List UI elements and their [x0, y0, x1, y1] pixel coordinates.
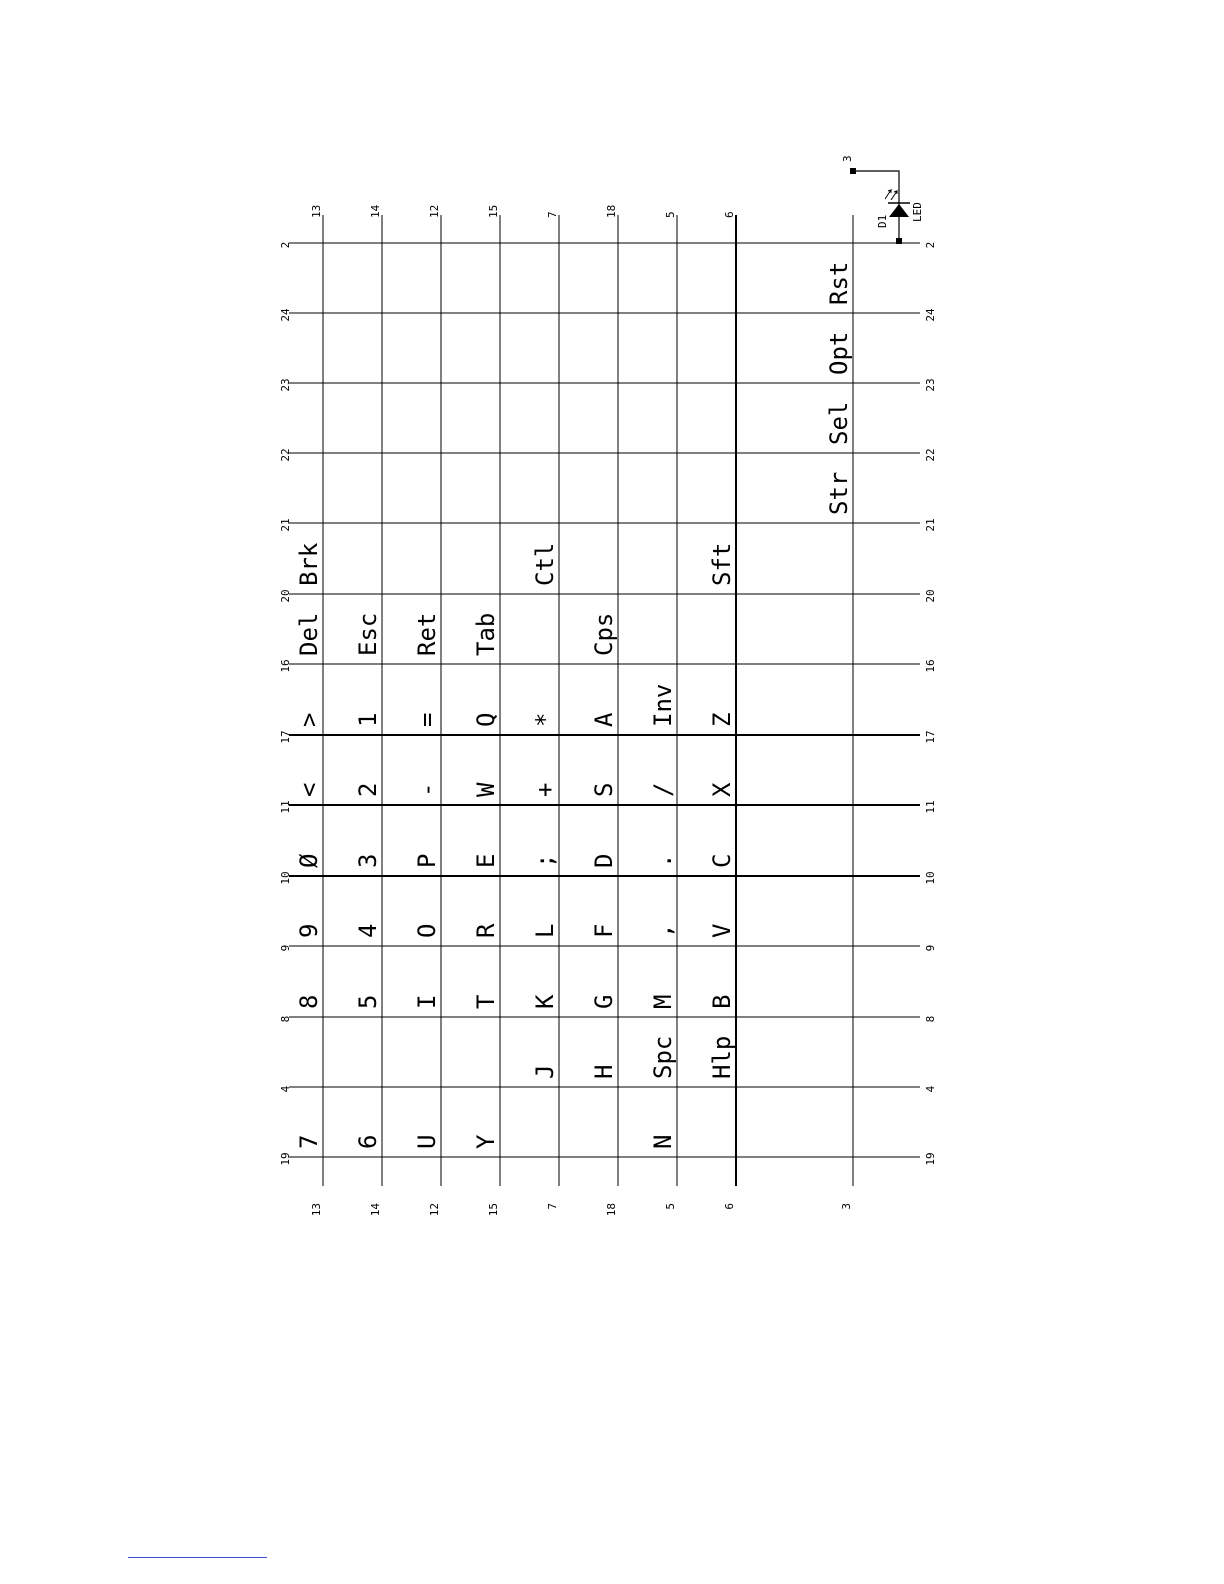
key-label: P	[413, 853, 441, 868]
key-label: J	[531, 1064, 559, 1079]
key-label: S	[590, 782, 618, 797]
key-label: Hlp	[708, 1035, 736, 1079]
key-label: 2	[354, 782, 382, 797]
column-pin-left-9: 9	[279, 944, 292, 952]
key-label: Del	[295, 612, 323, 656]
key-label: Ctl	[531, 542, 559, 586]
key-label: *	[531, 712, 559, 727]
key-label: A	[590, 712, 618, 727]
key-label: ,	[649, 923, 677, 938]
column-pin-left-19: 19	[279, 1152, 292, 1166]
column-pin-left-17: 17	[279, 730, 292, 744]
key-label: T	[472, 994, 500, 1009]
column-pin-right-9: 9	[924, 944, 937, 952]
column-pin-left-23: 23	[279, 378, 292, 392]
column-pin-left-2: 2	[279, 241, 292, 249]
column-pin-left-20: 20	[279, 589, 292, 603]
footer-rule	[128, 1557, 267, 1558]
key-label: Str	[825, 471, 853, 515]
key-label: Rst	[825, 261, 853, 305]
key-label: Cps	[590, 612, 618, 656]
key-label: Spc	[649, 1035, 677, 1079]
key-label: L	[531, 923, 559, 938]
led-ref-label: D1	[876, 214, 889, 228]
key-label: +	[531, 782, 559, 797]
row-pin-top-18: 18	[605, 204, 618, 218]
column-pin-right-19: 19	[924, 1152, 937, 1166]
led-type-label: LED	[911, 202, 924, 222]
key-label: F	[590, 923, 618, 938]
key-label: <	[295, 782, 323, 797]
key-label: M	[649, 994, 677, 1009]
column-pin-right-10: 10	[924, 871, 937, 885]
key-label: H	[590, 1064, 618, 1079]
light-arrow-icon	[885, 190, 891, 199]
key-label: Tab	[472, 612, 500, 656]
key-label: Brk	[295, 542, 323, 586]
key-label: Esc	[354, 612, 382, 656]
row-pin-bottom-18: 18	[605, 1203, 618, 1217]
key-label: /	[649, 782, 677, 797]
column-pin-left-22: 22	[279, 448, 292, 462]
column-pin-left-24: 24	[279, 308, 292, 322]
row-pin-top-6: 6	[723, 211, 736, 218]
key-label: .	[649, 853, 677, 868]
key-label: =	[413, 712, 441, 727]
key-label: U	[413, 1134, 441, 1149]
key-label: Ret	[413, 612, 441, 656]
column-pin-right-2: 2	[924, 241, 937, 249]
column-pin-right-16: 16	[924, 659, 937, 673]
key-label: 6	[354, 1134, 382, 1149]
key-label: V	[708, 923, 736, 938]
key-label: O	[413, 923, 441, 938]
key-label: E	[472, 853, 500, 868]
key-label: N	[649, 1134, 677, 1149]
key-label: R	[472, 923, 500, 938]
column-pin-right-17: 17	[924, 730, 937, 744]
key-label: 5	[354, 994, 382, 1009]
led-wire	[853, 171, 899, 241]
column-pin-left-10: 10	[279, 871, 292, 885]
row-pin-top-13: 13	[310, 204, 323, 218]
key-label: X	[708, 782, 736, 797]
column-pin-left-16: 16	[279, 659, 292, 673]
key-label: I	[413, 994, 441, 1009]
junction-dot	[896, 238, 902, 244]
column-pin-right-8: 8	[924, 1015, 937, 1023]
column-pin-left-8: 8	[279, 1015, 292, 1023]
key-label: ;	[531, 853, 559, 868]
key-labels	[295, 262, 853, 1149]
column-pin-right-21: 21	[924, 518, 937, 532]
key-label: 8	[295, 994, 323, 1009]
key-label: C	[708, 853, 736, 868]
column-pin-right-23: 23	[924, 378, 937, 392]
key-label: 7	[295, 1134, 323, 1149]
column-pin-right-22: 22	[924, 448, 937, 462]
row-pin-top-12: 12	[428, 204, 441, 218]
column-pin-right-24: 24	[924, 308, 937, 322]
row-pin-top-15: 15	[487, 204, 500, 218]
row-pin-top-7: 7	[546, 211, 559, 218]
key-label: G	[590, 994, 618, 1009]
key-label: >	[295, 712, 323, 727]
key-label: 3	[354, 853, 382, 868]
column-pin-left-4: 4	[279, 1085, 292, 1093]
row-pin-bottom-15: 15	[487, 1203, 500, 1217]
led-pin-top-label: 3	[841, 155, 854, 162]
row-pin-bottom-6: 6	[723, 1203, 736, 1210]
column-pin-right-11: 11	[924, 800, 937, 814]
key-label: B	[708, 994, 736, 1009]
row-pin-bottom-13: 13	[310, 1203, 323, 1217]
led-diode-symbol	[889, 204, 909, 217]
key-label: D	[590, 853, 618, 868]
row-pin-bottom-12: 12	[428, 1203, 441, 1217]
row-pin-bottom-7: 7	[546, 1203, 559, 1210]
key-label: Q	[472, 712, 500, 727]
key-label: Y	[472, 1134, 500, 1149]
key-label: Ø	[295, 853, 323, 868]
row-pin-bottom-3: 3	[840, 1203, 853, 1210]
key-label: Sft	[708, 542, 736, 586]
key-label: 4	[354, 923, 382, 938]
key-label: K	[531, 994, 559, 1009]
row-pin-top-5: 5	[664, 211, 677, 218]
column-pin-right-20: 20	[924, 589, 937, 603]
light-arrow-icon	[891, 191, 897, 200]
key-label: 9	[295, 923, 323, 938]
row-pin-bottom-5: 5	[664, 1203, 677, 1210]
column-pin-left-11: 11	[279, 800, 292, 814]
key-label: 1	[354, 712, 382, 727]
key-label: Z	[708, 712, 736, 727]
column-pin-left-21: 21	[279, 518, 292, 532]
key-label: Sel	[825, 401, 853, 445]
row-pin-top-14: 14	[369, 204, 382, 218]
key-label: Inv	[649, 683, 677, 727]
key-label: Opt	[825, 331, 853, 375]
row-pin-bottom-14: 14	[369, 1203, 382, 1217]
column-pin-right-4: 4	[924, 1085, 937, 1093]
key-label: -	[413, 782, 441, 797]
junction-dot	[850, 168, 856, 174]
key-label: W	[472, 782, 500, 797]
